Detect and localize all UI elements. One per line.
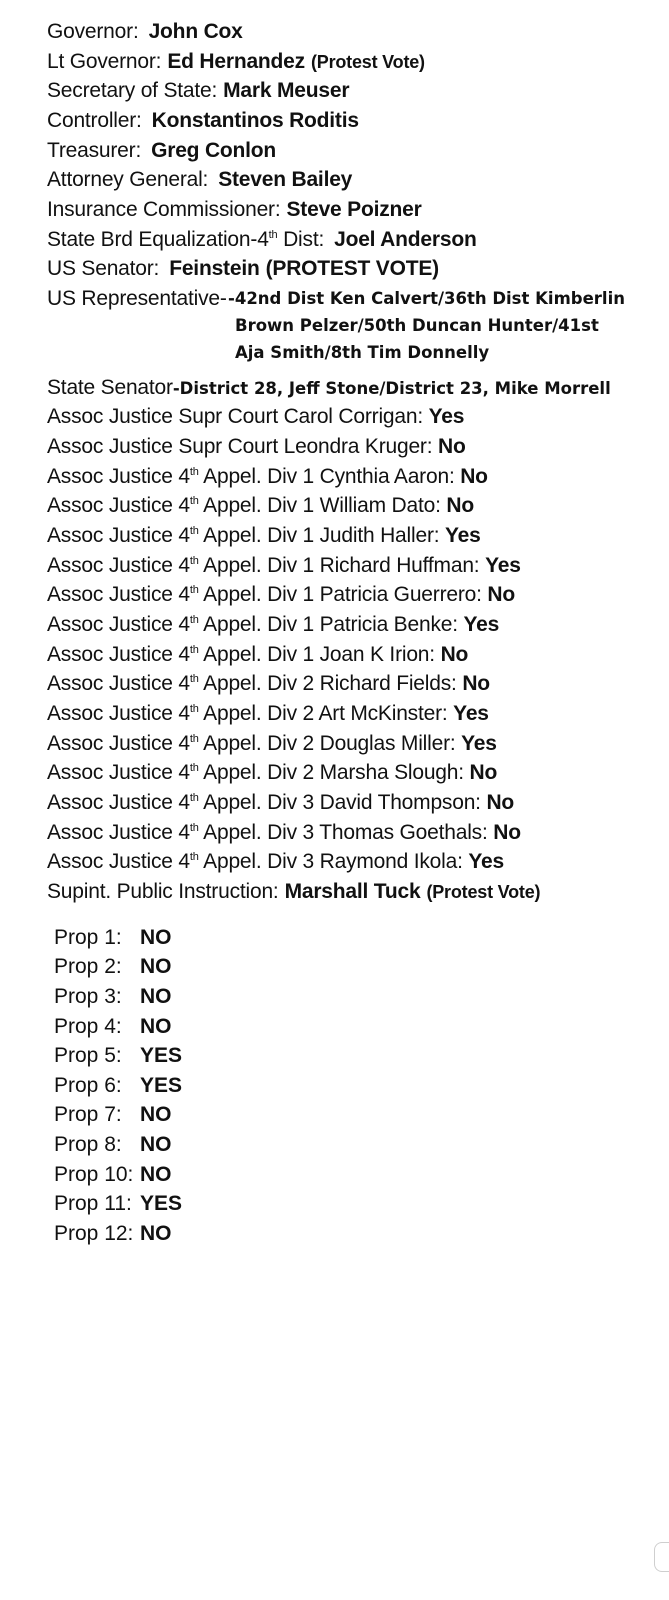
justice-label-post: Appel. Div 2 Richard Fields: bbox=[198, 672, 457, 695]
prop-label: Prop 12: bbox=[54, 1222, 134, 1245]
justice-row bbox=[47, 493, 474, 519]
justice-row bbox=[47, 671, 490, 697]
treasurer-choice: Greg Conlon bbox=[151, 139, 277, 162]
justice-row bbox=[47, 701, 489, 727]
justice-label-sup: th bbox=[189, 673, 199, 685]
justice-label-post: Appel. Div 1 William Dato: bbox=[198, 494, 441, 517]
controller-choice: Konstantinos Roditis bbox=[151, 109, 359, 132]
justice-label-pre: Assoc Justice 4 bbox=[47, 554, 190, 577]
justice-label-pre: Assoc Justice 4 bbox=[47, 465, 190, 488]
justice-label-sup: th bbox=[189, 792, 199, 804]
justice-row bbox=[47, 523, 481, 549]
us-representative-line-1: -42nd Dist Ken Calvert/36th Dist Kimberlin bbox=[228, 289, 625, 308]
justice-vote: Yes bbox=[461, 732, 497, 755]
justice-label-sup: th bbox=[189, 466, 199, 478]
justice-vote: Yes bbox=[485, 554, 521, 577]
attorney-general-label: Attorney General: bbox=[47, 168, 209, 191]
us-senator-label: US Senator: bbox=[47, 257, 160, 280]
justice-label-sup: th bbox=[189, 584, 199, 596]
board-equalization-choice: Joel Anderson bbox=[334, 228, 477, 251]
justice-label-sup: th bbox=[189, 614, 199, 626]
justice-label-pre: Assoc Justice 4 bbox=[47, 672, 190, 695]
justice-label-pre: Assoc Justice 4 bbox=[47, 821, 190, 844]
prop-vote: NO bbox=[140, 926, 172, 949]
secretary-of-state-label: Secretary of State: bbox=[47, 79, 218, 102]
prop-vote: NO bbox=[140, 1133, 172, 1156]
prop-label: Prop 8: bbox=[54, 1133, 122, 1156]
us-representative-label: US Representative- bbox=[47, 287, 227, 310]
justice-label-pre: Assoc Justice 4 bbox=[47, 791, 190, 814]
governor-choice: John Cox bbox=[148, 20, 243, 43]
lt-governor-note: (Protest Vote) bbox=[310, 52, 425, 72]
prop-row bbox=[54, 1043, 182, 1069]
justice-vote: No bbox=[493, 821, 521, 844]
justice-vote: Yes bbox=[445, 524, 481, 547]
justice-label-post: Appel. Div 2 Douglas Miller: bbox=[198, 732, 456, 755]
justice-row bbox=[47, 820, 521, 846]
justice-label-sup: th bbox=[189, 762, 199, 774]
justice-label-post: Appel. Div 1 Joan K Irion: bbox=[198, 643, 435, 666]
governor-label: Governor: bbox=[47, 20, 139, 43]
secretary-of-state-row bbox=[47, 78, 349, 104]
insurance-commissioner-row bbox=[47, 197, 422, 223]
justice-label-post: Appel. Div 2 Marsha Slough: bbox=[198, 761, 464, 784]
justice-vote: Yes bbox=[468, 850, 504, 873]
us-representative-line-3: Aja Smith/8th Tim Donnelly bbox=[235, 343, 490, 362]
justice-row bbox=[47, 434, 466, 460]
page-edge-handle bbox=[654, 1542, 669, 1572]
justice-label-sup: th bbox=[189, 555, 199, 567]
justice-label-post: Appel. Div 3 Raymond Ikola: bbox=[198, 850, 463, 873]
justice-row bbox=[47, 553, 521, 579]
us-senator-note: (PROTEST VOTE) bbox=[265, 257, 439, 280]
justice-label-post: Appel. Div 3 David Thompson: bbox=[198, 791, 481, 814]
justice-row bbox=[47, 760, 497, 786]
prop-vote: NO bbox=[140, 955, 172, 978]
prop-row bbox=[54, 1221, 172, 1247]
justice-row bbox=[47, 849, 504, 875]
justice-label-sup: th bbox=[189, 851, 199, 863]
justice-row bbox=[47, 582, 515, 608]
justice-label-pre: Assoc Justice 4 bbox=[47, 524, 190, 547]
justice-label-sup: th bbox=[189, 703, 199, 715]
board-equalization-label-sup: th bbox=[268, 229, 278, 241]
treasurer-label: Treasurer: bbox=[47, 139, 142, 162]
state-senator-label: State Senator bbox=[47, 376, 173, 399]
justice-label-sup: th bbox=[189, 525, 199, 537]
secretary-of-state-choice: Mark Meuser bbox=[223, 79, 350, 102]
justice-row bbox=[47, 731, 497, 757]
justice-label: Assoc Justice Supr Court Leondra Kruger: bbox=[47, 435, 433, 458]
justice-label-sup: th bbox=[189, 644, 199, 656]
justice-vote: No bbox=[438, 435, 466, 458]
prop-vote: NO bbox=[140, 985, 172, 1008]
justice-label-post: Appel. Div 1 Judith Haller: bbox=[198, 524, 440, 547]
prop-label: Prop 6: bbox=[54, 1074, 122, 1097]
prop-vote: YES bbox=[140, 1192, 183, 1215]
prop-vote: NO bbox=[140, 1163, 172, 1186]
prop-vote: YES bbox=[140, 1074, 183, 1097]
justice-row bbox=[47, 642, 468, 668]
justice-label-post: Appel. Div 1 Patricia Benke: bbox=[198, 613, 458, 636]
justice-label: Assoc Justice Supr Court Carol Corrigan: bbox=[47, 405, 423, 428]
justice-vote: No bbox=[487, 583, 515, 606]
prop-label: Prop 2: bbox=[54, 955, 122, 978]
governor-row bbox=[47, 19, 243, 45]
board-equalization-label-post: Dist: bbox=[277, 228, 325, 251]
lt-governor-label: Lt Governor: bbox=[47, 50, 162, 73]
prop-vote: NO bbox=[140, 1103, 172, 1126]
superintendent-label: Supint. Public Instruction: bbox=[47, 880, 279, 903]
prop-label: Prop 7: bbox=[54, 1103, 122, 1126]
prop-row bbox=[54, 1162, 172, 1188]
justice-vote: No bbox=[440, 643, 469, 666]
prop-vote: NO bbox=[140, 1015, 172, 1038]
state-senator-row bbox=[47, 375, 611, 402]
prop-row bbox=[54, 925, 172, 951]
prop-row bbox=[54, 984, 172, 1010]
justice-label-post: Appel. Div 1 Patricia Guerrero: bbox=[198, 583, 482, 606]
us-representative-line-2: Brown Pelzer/50th Duncan Hunter/41st bbox=[235, 316, 599, 335]
justice-vote: No bbox=[486, 791, 515, 814]
justice-label-pre: Assoc Justice 4 bbox=[47, 583, 190, 606]
justice-label-post: Appel. Div 2 Art McKinster: bbox=[198, 702, 448, 725]
justice-row bbox=[47, 464, 488, 490]
attorney-general-row bbox=[47, 167, 352, 193]
prop-row bbox=[54, 1014, 172, 1040]
justice-row bbox=[47, 790, 514, 816]
prop-row bbox=[54, 954, 172, 980]
us-senator-choice: Feinstein bbox=[169, 257, 260, 280]
justice-row bbox=[47, 404, 464, 430]
board-equalization-label-pre: State Brd Equalization-4 bbox=[47, 228, 269, 251]
justice-label-pre: Assoc Justice 4 bbox=[47, 702, 190, 725]
justice-row bbox=[47, 612, 499, 638]
us-senator-row bbox=[47, 256, 439, 282]
justice-label-pre: Assoc Justice 4 bbox=[47, 494, 190, 517]
justice-vote: Yes bbox=[453, 702, 489, 725]
justice-vote: No bbox=[462, 672, 490, 695]
prop-vote: YES bbox=[140, 1044, 183, 1067]
superintendent-choice: Marshall Tuck bbox=[284, 880, 421, 903]
insurance-commissioner-choice: Steve Poizner bbox=[286, 198, 422, 221]
justice-label-post: Appel. Div 1 Richard Huffman: bbox=[198, 554, 480, 577]
superintendent-note: (Protest Vote) bbox=[426, 882, 541, 902]
superintendent-row bbox=[47, 879, 540, 905]
prop-label: Prop 5: bbox=[54, 1044, 122, 1067]
justice-label-sup: th bbox=[189, 495, 199, 507]
prop-row bbox=[54, 1102, 172, 1128]
prop-label: Prop 10: bbox=[54, 1163, 134, 1186]
prop-label: Prop 11: bbox=[54, 1192, 132, 1215]
state-senator-choice: -District 28, Jeff Stone/District 23, Mike Morrell bbox=[172, 379, 611, 398]
prop-label: Prop 3: bbox=[54, 985, 122, 1008]
justice-vote: No bbox=[469, 761, 498, 784]
justice-label-post: Appel. Div 1 Cynthia Aaron: bbox=[198, 465, 455, 488]
justice-label-pre: Assoc Justice 4 bbox=[47, 732, 190, 755]
justice-vote: Yes bbox=[463, 613, 500, 636]
prop-row bbox=[54, 1073, 182, 1099]
justice-vote: No bbox=[460, 465, 488, 488]
insurance-commissioner-label: Insurance Commissioner: bbox=[47, 198, 281, 221]
prop-row bbox=[54, 1132, 172, 1158]
prop-row bbox=[54, 1191, 182, 1217]
lt-governor-choice: Ed Hernandez bbox=[167, 50, 305, 73]
prop-vote: NO bbox=[140, 1222, 172, 1245]
controller-label: Controller: bbox=[47, 109, 142, 132]
justice-label-pre: Assoc Justice 4 bbox=[47, 761, 190, 784]
justice-vote: No bbox=[446, 494, 474, 517]
lt-governor-row bbox=[47, 49, 425, 75]
justice-label-pre: Assoc Justice 4 bbox=[47, 850, 190, 873]
justice-label-pre: Assoc Justice 4 bbox=[47, 613, 190, 636]
prop-label: Prop 4: bbox=[54, 1015, 122, 1038]
justice-label-post: Appel. Div 3 Thomas Goethals: bbox=[198, 821, 488, 844]
justice-label-pre: Assoc Justice 4 bbox=[47, 643, 190, 666]
board-equalization-row bbox=[47, 227, 477, 253]
justice-label-sup: th bbox=[189, 822, 199, 834]
attorney-general-choice: Steven Bailey bbox=[218, 168, 353, 191]
controller-row bbox=[47, 108, 359, 134]
justice-label-sup: th bbox=[189, 733, 199, 745]
justice-vote: Yes bbox=[428, 405, 465, 428]
treasurer-row bbox=[47, 138, 276, 164]
prop-label: Prop 1: bbox=[54, 926, 122, 949]
